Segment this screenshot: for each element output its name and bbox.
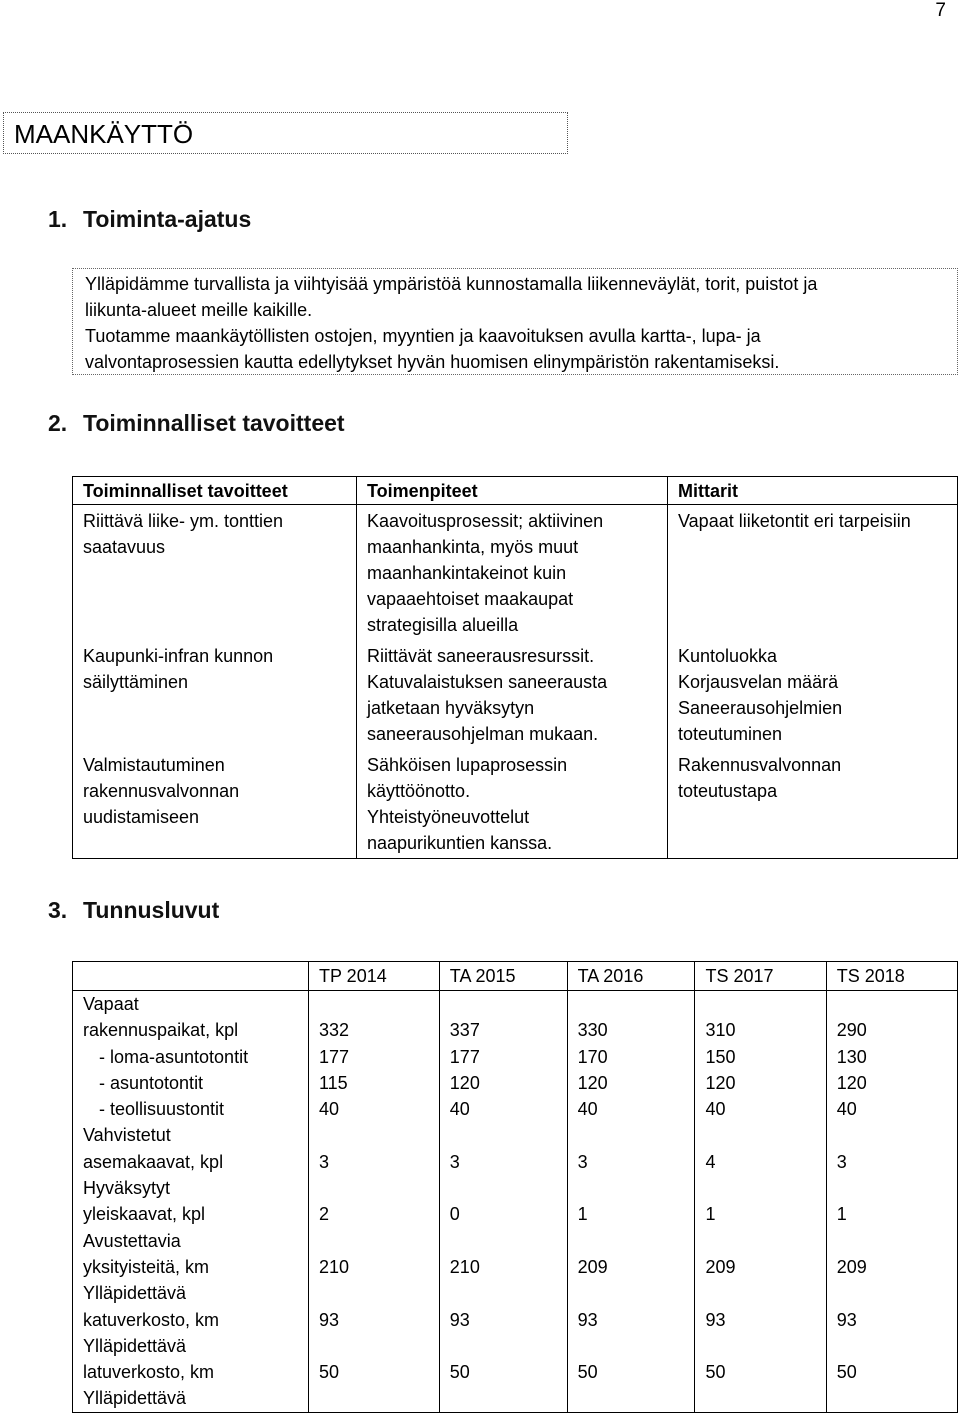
- value-cell: 40: [567, 1096, 695, 1122]
- row-label: Hyväksytyt: [73, 1175, 309, 1201]
- actions-cell-line: strategisilla alueilla: [367, 615, 519, 635]
- goal-cell: [73, 749, 357, 859]
- value-cell: 177: [439, 1044, 567, 1070]
- goal-cell-line: saatavuus: [83, 537, 166, 557]
- value-cell: [567, 991, 695, 1018]
- row-label: yleiskaavat, kpl: [73, 1201, 309, 1227]
- value-cell: [439, 1280, 567, 1306]
- goals-header-metrics: Mittarit: [668, 477, 958, 505]
- row-label: Ylläpidettävä: [73, 1385, 309, 1412]
- row-label: katuverkosto, km: [73, 1307, 309, 1333]
- goal-cell-line: rakennusvalvonnan: [83, 781, 240, 801]
- value-cell: 120: [439, 1070, 567, 1096]
- metrics-cell-line: Rakennusvalvonnan: [678, 755, 842, 775]
- title-box: [3, 112, 568, 154]
- value-cell: 1: [695, 1201, 826, 1227]
- value-cell: [567, 1333, 695, 1359]
- row-label: - loma-asuntotontit: [73, 1044, 309, 1070]
- row-label: - teollisuustontit: [73, 1096, 309, 1122]
- actions-cell-line: Riittävät saneerausresurssit.: [367, 646, 595, 666]
- key-figures-row: [73, 1149, 958, 1175]
- goals-row: [73, 505, 958, 641]
- actions-cell-line: Yhteistyöneuvottelut: [367, 807, 530, 827]
- goals-table: [72, 476, 958, 859]
- value-cell: 3: [309, 1149, 440, 1175]
- value-cell: [695, 991, 826, 1018]
- value-cell: 120: [695, 1070, 826, 1096]
- value-cell: 210: [439, 1254, 567, 1280]
- key-figures-header-row: [73, 962, 958, 991]
- section-title: Toiminta-ajatus: [83, 206, 252, 232]
- value-cell: [567, 1385, 695, 1412]
- goals-row: [73, 640, 958, 749]
- value-cell: [826, 1228, 957, 1254]
- row-label: yksityisteitä, km: [73, 1254, 309, 1280]
- key-figures-body: [73, 962, 958, 1413]
- key-figures-row: [73, 1201, 958, 1227]
- value-cell: [567, 1122, 695, 1148]
- actions-cell-line: jatketaan hyväksytyn: [367, 698, 535, 718]
- value-cell: [826, 1280, 957, 1306]
- value-cell: 337: [439, 1017, 567, 1043]
- value-cell: 93: [439, 1307, 567, 1333]
- actions-cell-line: Kaavoitusprosessit; aktiivinen: [367, 511, 604, 531]
- metrics-cell-line: Kuntoluokka: [678, 646, 778, 666]
- value-cell: [439, 1122, 567, 1148]
- key-figures-row: [73, 1280, 958, 1306]
- metrics-cell-line: toteutustapa: [678, 781, 778, 801]
- section-title: Toiminnalliset tavoitteet: [83, 410, 345, 436]
- actions-cell-line: maanhankinta, myös muut: [367, 537, 579, 557]
- value-cell: 93: [695, 1307, 826, 1333]
- key-figures-row: [73, 1175, 958, 1201]
- value-cell: 50: [826, 1359, 957, 1385]
- mission-statement-box: [72, 268, 958, 375]
- goal-cell-line: säilyttäminen: [83, 672, 189, 692]
- value-cell: 3: [567, 1149, 695, 1175]
- actions-cell-line: saneerausohjelman mukaan.: [367, 724, 599, 744]
- goals-header-goal: Toiminnalliset tavoitteet: [73, 477, 357, 505]
- actions-cell-line: Sähköisen lupaprosessin: [367, 755, 568, 775]
- metrics-cell-line: toteutuminen: [678, 724, 783, 744]
- goal-cell-line: Valmistautuminen: [83, 755, 225, 775]
- value-cell: [309, 991, 440, 1018]
- value-cell: [695, 1122, 826, 1148]
- goal-cell-line: uudistamiseen: [83, 807, 200, 827]
- value-cell: [826, 991, 957, 1018]
- key-figures-row: [73, 1359, 958, 1385]
- value-cell: 177: [309, 1044, 440, 1070]
- value-cell: 115: [309, 1070, 440, 1096]
- metrics-cell: [668, 640, 958, 749]
- value-cell: [826, 1175, 957, 1201]
- year-header: TA 2016: [567, 962, 695, 991]
- year-header: TS 2018: [826, 962, 957, 991]
- value-cell: 1: [826, 1201, 957, 1227]
- year-header: TP 2014: [309, 962, 440, 991]
- value-cell: 209: [695, 1254, 826, 1280]
- value-cell: [826, 1122, 957, 1148]
- mission-line: Ylläpidämme turvallista ja viihtyisää ympäristöä kunnostamalla liikenneväylät, torit, puistot ja: [85, 274, 818, 294]
- section-number: 3.: [48, 897, 68, 923]
- row-label: Vapaat: [73, 991, 309, 1018]
- value-cell: 40: [439, 1096, 567, 1122]
- section-heading-1: [48, 206, 251, 233]
- value-cell: 120: [826, 1070, 957, 1096]
- actions-cell: [357, 749, 668, 859]
- section-heading-3: [48, 897, 219, 924]
- value-cell: 3: [826, 1149, 957, 1175]
- key-figures-row: [73, 1122, 958, 1148]
- value-cell: 40: [695, 1096, 826, 1122]
- row-label: Vahvistetut: [73, 1122, 309, 1148]
- value-cell: 209: [826, 1254, 957, 1280]
- key-figures-row: [73, 1044, 958, 1070]
- value-cell: [309, 1385, 440, 1412]
- value-cell: 50: [309, 1359, 440, 1385]
- goal-cell: [73, 640, 357, 749]
- goals-header-row: [73, 477, 958, 505]
- actions-cell-line: vapaaehtoiset maakaupat: [367, 589, 574, 609]
- goal-cell-line: Kaupunki-infran kunnon: [83, 646, 274, 666]
- section-heading-2: [48, 410, 345, 437]
- actions-cell: [357, 640, 668, 749]
- value-cell: [309, 1280, 440, 1306]
- value-cell: [439, 1175, 567, 1201]
- section-title: Tunnusluvut: [83, 897, 220, 923]
- metrics-cell-line: Saneerausohjelmien: [678, 698, 843, 718]
- actions-cell: [357, 505, 668, 641]
- key-figures-row: [73, 1070, 958, 1096]
- value-cell: 310: [695, 1017, 826, 1043]
- key-figures-row: [73, 1254, 958, 1280]
- value-cell: [567, 1175, 695, 1201]
- value-cell: [439, 1228, 567, 1254]
- value-cell: [439, 991, 567, 1018]
- value-cell: [309, 1175, 440, 1201]
- value-cell: [826, 1333, 957, 1359]
- value-cell: 130: [826, 1044, 957, 1070]
- value-cell: [567, 1228, 695, 1254]
- key-figures-row: [73, 1307, 958, 1333]
- key-figures-row: [73, 1333, 958, 1359]
- goals-body: [73, 505, 958, 859]
- value-cell: 332: [309, 1017, 440, 1043]
- value-cell: [695, 1333, 826, 1359]
- metrics-cell: [668, 505, 958, 641]
- metrics-cell-line: Korjausvelan määrä: [678, 672, 839, 692]
- value-cell: 2: [309, 1201, 440, 1227]
- year-header: TA 2015: [439, 962, 567, 991]
- value-cell: 210: [309, 1254, 440, 1280]
- value-cell: 40: [309, 1096, 440, 1122]
- value-cell: 1: [567, 1201, 695, 1227]
- metrics-cell-line: Vapaat liiketontit eri tarpeisiin: [678, 511, 911, 531]
- value-cell: 290: [826, 1017, 957, 1043]
- corner-cell: [73, 962, 309, 991]
- mission-line: valvontaprosessien kautta edellytykset hyvän huomisen elinympäristön rakentamiseksi.: [85, 352, 780, 372]
- value-cell: 330: [567, 1017, 695, 1043]
- value-cell: [826, 1385, 957, 1412]
- key-figures-row: [73, 1385, 958, 1412]
- value-cell: 3: [439, 1149, 567, 1175]
- value-cell: 209: [567, 1254, 695, 1280]
- value-cell: 93: [826, 1307, 957, 1333]
- value-cell: 4: [695, 1149, 826, 1175]
- actions-cell-line: maanhankintakeinot kuin: [367, 563, 567, 583]
- row-label: asemakaavat, kpl: [73, 1149, 309, 1175]
- row-label: Ylläpidettävä: [73, 1280, 309, 1306]
- goals-row: [73, 749, 958, 859]
- value-cell: [439, 1385, 567, 1412]
- value-cell: [695, 1228, 826, 1254]
- value-cell: 0: [439, 1201, 567, 1227]
- row-label: Ylläpidettävä: [73, 1333, 309, 1359]
- value-cell: 93: [567, 1307, 695, 1333]
- value-cell: 50: [695, 1359, 826, 1385]
- mission-line: liikunta-alueet meille kaikille.: [85, 300, 313, 320]
- actions-cell-line: Katuvalaistuksen saneerausta: [367, 672, 608, 692]
- row-label: Avustettavia: [73, 1228, 309, 1254]
- value-cell: [567, 1280, 695, 1306]
- row-label: latuverkosto, km: [73, 1359, 309, 1385]
- value-cell: 93: [309, 1307, 440, 1333]
- value-cell: 170: [567, 1044, 695, 1070]
- row-label: rakennuspaikat, kpl: [73, 1017, 309, 1043]
- key-figures-row: [73, 1228, 958, 1254]
- section-number: 1.: [48, 206, 68, 232]
- page-number: 7: [935, 0, 946, 21]
- key-figures-row: [73, 991, 958, 1018]
- value-cell: [695, 1280, 826, 1306]
- section-number: 2.: [48, 410, 68, 436]
- value-cell: 150: [695, 1044, 826, 1070]
- value-cell: 50: [567, 1359, 695, 1385]
- row-label: - asuntotontit: [73, 1070, 309, 1096]
- key-figures-table: [72, 961, 958, 1413]
- value-cell: 50: [439, 1359, 567, 1385]
- value-cell: [309, 1122, 440, 1148]
- metrics-cell: [668, 749, 958, 859]
- actions-cell-line: käyttöönotto.: [367, 781, 471, 801]
- value-cell: [309, 1333, 440, 1359]
- value-cell: [695, 1385, 826, 1412]
- page-title: MAANKÄYTTÖ: [14, 119, 194, 149]
- mission-line: Tuotamme maankäytöllisten ostojen, myyntien ja kaavoituksen avulla kartta-, lupa- ja: [85, 326, 761, 346]
- year-header: TS 2017: [695, 962, 826, 991]
- value-cell: [439, 1333, 567, 1359]
- actions-cell-line: naapurikuntien kanssa.: [367, 833, 553, 853]
- value-cell: [309, 1228, 440, 1254]
- key-figures-row: [73, 1096, 958, 1122]
- value-cell: 40: [826, 1096, 957, 1122]
- goal-cell-line: Riittävä liike- ym. tonttien: [83, 511, 284, 531]
- goals-header-actions: Toimenpiteet: [357, 477, 668, 505]
- key-figures-row: [73, 1017, 958, 1043]
- value-cell: 120: [567, 1070, 695, 1096]
- value-cell: [695, 1175, 826, 1201]
- goal-cell: [73, 505, 357, 641]
